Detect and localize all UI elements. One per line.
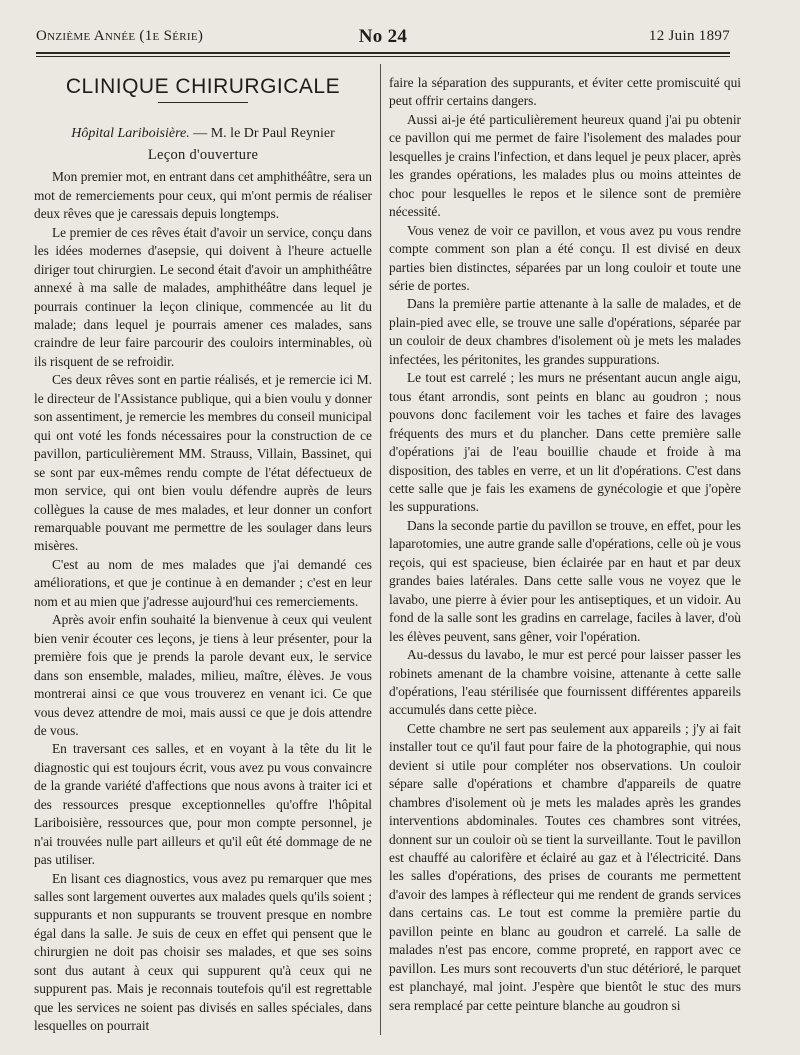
- paragraph: Mon premier mot, en entrant dans cet amphithéâtre, sera un mot de remerciements pour ceux, qui m'ont permis de réaliser deux rêves que je caressais depuis longtemps.: [34, 169, 372, 222]
- section-title: CLINIQUE CHIRURGICALE: [65, 75, 341, 98]
- paragraph: En traversant ces salles, et en voyant à la tête du lit le diagnostic qui est toujours écrit, vous avez pu vous convaincre de la grande variété d'affections que nous avons à traiter ici et des ressources presque exceptionnelles qu'offre l'hôpital Lariboisière, ressources que, pour mon compte personnel, je n'ai trouvées nulle part ailleurs et qu'il eût été dommage de ne pas utiliser.: [34, 741, 372, 868]
- byline-place: Hôpital Lariboisière.: [71, 126, 190, 142]
- issue-number: No 24: [358, 26, 408, 47]
- paragraph: C'est au nom de mes malades que j'ai demandé ces améliorations, et que je continue à en demander ; c'est en leur nom et au mien que j'adresse aujourd'hui ces remerciements.: [34, 556, 372, 609]
- left-column: [34, 64, 372, 1036]
- paragraph: faire la séparation des suppurants, et éviter cette promiscuité qui peut offrir certains dangers.: [389, 75, 741, 109]
- paragraph: Vous venez de voir ce pavillon, et vous avez pu vous rendre compte comment son plan a été conçu. Il est divisé en deux parties bien distinctes, séparées par un long couloir et toute une série de portes.: [389, 222, 741, 293]
- lecture-subhead: Leçon d'ouverture: [147, 146, 259, 163]
- column-divider: [380, 64, 381, 1035]
- issue-date: 12 Juin 1897: [648, 28, 730, 44]
- header-rule: [36, 52, 730, 54]
- paragraph: Cette chambre ne sert pas seulement aux appareils ; j'y ai fait installer tout ce qu'il faut pour faire de la photographie, qui nous devient si utile pour compléter nos observations. Un couloir sépare salle d'opérations et chambre d'appareils de quatre chambres d'isolement où je mets les malades après les grandes interventions abdominales. Toutes ces chambres sont vitrées, donnent sur un couloir où se tient la surveillante. Tout le pavillon est chauffé au calorifère et éclairé au gaz et à l'électricité. Dans les salles d'opérations, des prises de courants me permettent d'avoir des lampes à réflecteur qui me rendent de grands services dans certains cas. Le tout est comme la première partie du pavillon peinte en blanc au goudron et carrelé. La salle de malades n'est pas encore, comme propreté, en rapport avec ce pavillon. Les murs sont recouverts d'un stuc détérioré, le parquet est planchayé, mal joint. J'espère que bientôt le stuc des murs sera remplacé par cette peinture blanche au goudron si: [389, 720, 741, 1013]
- paragraph: Le tout est carrelé ; les murs ne présentant aucun angle aigu, tous étant arrondis, sont peints en blanc au goudron ; nous pouvons donc facilement voir les taches et faire des lavages fréquents des murs et du plancher. Dans cette première salle d'opérations j'ai de l'eau bouillie chaude et froide à ma disposition, des tables en verre, et un lit d'opérations. C'est dans cette salle que je fais les examens de gynécologie et que j'opère les suppurations.: [389, 370, 741, 515]
- right-column: [389, 74, 741, 1015]
- issue-series: Onzième Année (1e Série): [36, 28, 204, 44]
- byline-author: — M. le Dr Paul Reynier: [189, 126, 335, 142]
- paragraph: Au-dessus du lavabo, le mur est percé pour laisser passer les robinets amenant de la chambre voisine, attenante à cette salle d'opérations, l'eau stérilisée que fournissent différentes appareils accumulés dans cette pièce.: [389, 647, 741, 718]
- paragraph: Dans la seconde partie du pavillon se trouve, en effet, pour les laparotomies, une autre grande salle d'opérations, celle où je vous reçois, qui est spacieuse, bien éclairée par en haut et par deux grandes baies latérales. Dans cette salle vous ne voyez que le lavabo, une pierre à évier pour les antiseptiques, et un vidoir. Au fond de la salle sont les gradins en carrelage, faciles à laver, d'où les élèves peuvent, sans gêner, voir l'opération.: [389, 517, 741, 644]
- title-rule: [158, 102, 248, 103]
- paragraph: Aussi ai-je été particulièrement heureux quand j'ai pu obtenir ce pavillon qui me permet de faire l'isolement des malades pour lesquelles je crains l'infection, et dans lequel je peux placer, après les grandes opérations, les malades plus ou moins atteintes de choc pour lesquelles le repos et le silence sont de première nécessité.: [389, 111, 741, 220]
- paragraph: Le premier de ces rêves était d'avoir un service, conçu dans les idées modernes d'asepsie, qui doivent à l'heure actuelle diriger tout chirurgien. Le second était d'avoir un amphithéâtre annexé à ma salle de malades, amphithéâtre dans lequel je pourrais continuer la leçon clinique, commencée au lit du malade; dans lequel je pourrais amener ces malades, sans craindre de leur faire parcourir des couloirs interminables, où ils risquent de se refroidir.: [34, 224, 372, 369]
- paragraph: Dans la première partie attenante à la salle de malades, et de plain-pied avec elle, se trouve une salle d'opérations, séparée par un couloir de deux chambres d'isolement où je mets les malades infectées, les péritonites, les grandes suppurations.: [389, 296, 741, 367]
- paragraph: Ces deux rêves sont en partie réalisés, et je remercie ici M. le directeur de l'Assistance publique, qui a bien voulu y donner son assentiment, je remercie les membres du conseil municipal qui ont voté les fonds nécessaires pour la construction de ce pavillon, particulièrement MM. Strauss, Villain, Bassinet, qui se sont par eux-mêmes rendu compte de l'état défectueux de mon service, qui ont bien voulu défendre auprès de leurs collègues la cause de mes malades, et leur donner un confort remarquable pouvant me permettre de les soulager dans leurs misères.: [34, 372, 372, 554]
- running-head: [36, 28, 730, 48]
- paragraph: Après avoir enfin souhaité la bienvenue à ceux qui veulent bien venir écouter ces leçons, je tiens à leur présenter, pour la première fois que je prends la parole devant eux, le service dans son ensemble, malades, milieu, maître, élèves. Je vous montrerai ainsi ce que vous trouverez en venant ici. Ce que vous devez attendre de moi, mais aussi ce que je dois attendre de vous.: [34, 612, 372, 738]
- header-rule-thin: [36, 56, 730, 57]
- paragraph: En lisant ces diagnostics, vous avez pu remarquer que mes salles sont largement ouvertes aux malades quels qu'ils soient ; suppurants et non suppurants se trouvent presque en nombre égal dans la salle. Je suis de ceux en effet qui pensent que le chirurgien ne doit pas choisir ses malades, et que ses soins sont dus autant à ceux qui suppurent qu'à ceux qui ne suppurent pas. Mais je reconnais toutefois qu'il est regrettable que les services ne soient pas divisés en salles spéciales, dans lesquelles on pourrait: [34, 870, 372, 1034]
- byline: [34, 125, 372, 143]
